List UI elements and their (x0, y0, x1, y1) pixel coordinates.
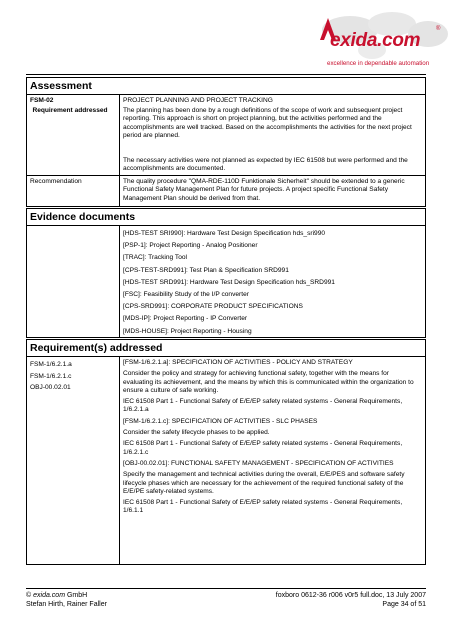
evidence-item: [MDS-HOUSE]: Project Reporting - Housing (123, 327, 252, 335)
requirement-id-list (30, 359, 116, 394)
evidence-item: [MDS-IP]: Project Reporting - IP Converter (123, 315, 248, 323)
requirement-paragraph: IEC 61508 Part 1 - Functional Safety of E/E/EP safety related systems - General Requirements, 1/6.1.1 (123, 499, 403, 515)
requirement-paragraph: IEC 61508 Part 1 - Functional Safety of E/E/EP safety related systems - General Requirements, 1/6.2.1.c (123, 440, 403, 456)
column-divider (119, 95, 120, 207)
footer-copyright (26, 591, 87, 600)
requirement-paragraph: [OBJ-00.02.01]: FUNCTIONAL SAFETY MANAGEMENT - SPECIFICATION OF ACTIVITIES (123, 459, 394, 467)
evidence-item: [HDS-TEST SRD991]: Hardware Test Design Specification hds_SRD991 (123, 278, 335, 286)
requirement-paragraph: Consider the policy and strategy for achieving functional safety, together with the means for evaluating its achievement, and the means by which this is communicated within the organization to ensure a culture of safe working. (123, 370, 414, 394)
requirement-text-2: The necessary activities were not planned as expected by IEC 61508 but were performed and the accomplishments are documented. (123, 157, 408, 173)
requirement-paragraph: Consider the safety lifecycle phases to be applied. (123, 429, 270, 437)
evidence-item: [CPS-SRD991]: CORPORATE PRODUCT SPECIFICATIONS (123, 303, 303, 311)
requirement-paragraph: Specify the management and technical activities during the overall, E/E/PES and software safety lifecycle phases which are necessary for the achievement of the required functional safety of the E/E/PE safety-related systems. (123, 471, 405, 495)
requirement-paragraph: [FSM-1/6.2.1.a]: SPECIFICATION OF ACTIVITIES - POLICY AND STRATEGY (123, 359, 353, 366)
assessment-title: Assessment (27, 78, 425, 95)
footer-rule (26, 588, 426, 589)
footer-company: GmbH (65, 592, 88, 599)
requirement-paragraph: [FSM-1/6.2.1.c]: SPECIFICATION OF ACTIVITIES - SLC PHASES (123, 417, 318, 425)
evidence-title: Evidence documents (27, 209, 425, 226)
requirement-text: The planning has been done by a rough definitions of the scope of work and subsequent project reporting. This approach is short on project planning, but the activities performed and the accomplishments are well tracked. Based on the accomplishments the activities for the next project period are planned. (123, 107, 412, 139)
footer-brand: exida.com (33, 592, 66, 599)
requirements-section (26, 339, 426, 565)
registered-mark: ® (436, 26, 441, 32)
row-divider (27, 175, 425, 176)
footer-authors: Stefan Hirth, Rainer Faller (26, 601, 107, 608)
column-divider (119, 357, 120, 565)
column-divider (119, 226, 120, 338)
evidence-item: [HDS-TEST SRI990]: Hardware Test Design Specification hds_sri990 (123, 230, 326, 237)
copyright-symbol: © (26, 592, 32, 599)
requirement-id: FSM-1/6.2.1.c (30, 372, 72, 380)
exida-logo (310, 4, 452, 74)
logo-wordmark: exida.com (330, 30, 421, 51)
requirements-title: Requirement(s) addressed (27, 340, 425, 357)
assessment-id: FSM-02 (30, 97, 54, 104)
evidence-list (123, 228, 419, 338)
recommendation-text: The quality procedure "QMA-RDE-110D Funktionale Sicherheit" should be extended to a generic Functional Safety Management Plan for future projects. A project specific Functional Safety Management Plan should be derived from that. (123, 178, 405, 202)
requirement-paragraph: IEC 61508 Part 1 - Functional Safety of E/E/EP safety related systems - General Requirements, 1/6.2.1.a (123, 398, 403, 414)
evidence-item: [CPS-TEST-SRD991]: Test Plan & Specification SRD991 (123, 266, 289, 274)
requirement-id: FSM-1/6.2.1.a (30, 361, 72, 368)
evidence-section (26, 208, 426, 338)
requirement-paragraphs (123, 359, 419, 516)
evidence-item: [TRAC]: Tracking Tool (123, 254, 188, 262)
assessment-section (26, 77, 426, 207)
requirement-label: Requirement addressed (32, 107, 108, 114)
logo-tagline: excellence in dependable automation (327, 60, 430, 67)
evidence-item: [FSC]: Feasibility Study of the I/P converter (123, 291, 249, 299)
evidence-item: [PSP-1]: Project Reporting - Analog Positioner (123, 242, 258, 250)
requirement-id: OBJ-00.02.01 (30, 384, 71, 391)
recommendation-label: Recommendation (30, 178, 82, 185)
requirement-title: PROJECT PLANNING AND PROJECT TRACKING (123, 97, 273, 104)
footer-doc: foxboro 0612-36 r006 v0r5 full.doc, 13 July 2007 (275, 592, 426, 599)
footer-page: Page 34 of 51 (382, 601, 426, 608)
header-rule (26, 74, 426, 75)
